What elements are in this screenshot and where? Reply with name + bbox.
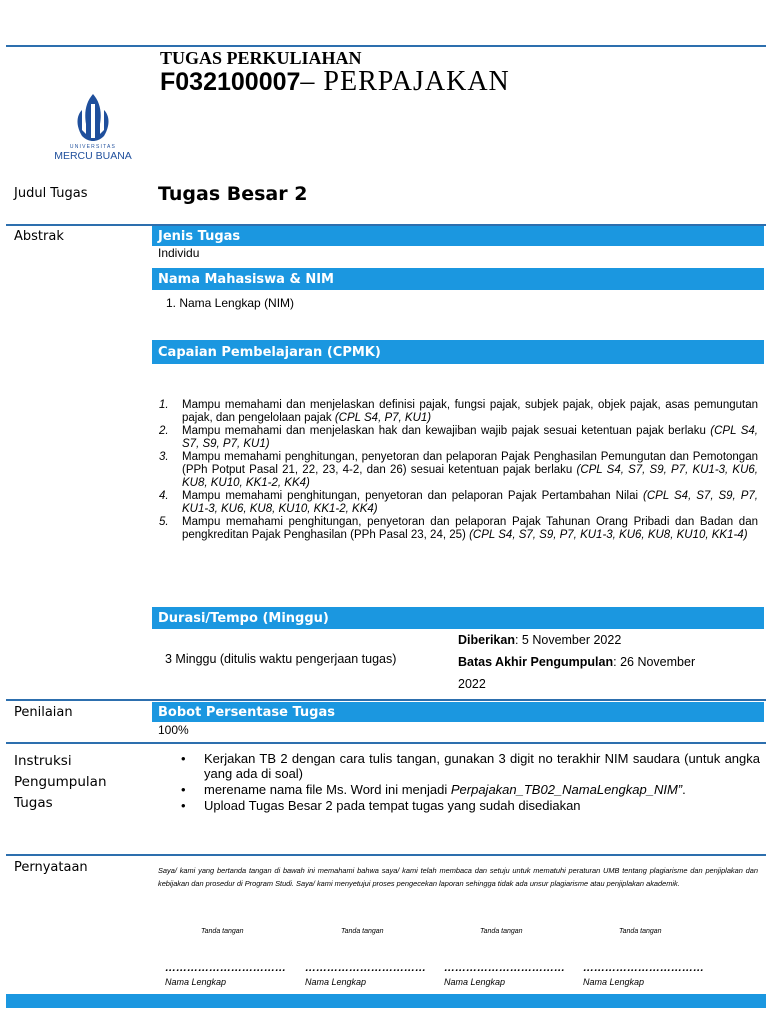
cpmk-num: 2. [159, 425, 169, 437]
signature-caption: Tanda tangan [480, 928, 523, 935]
jenis-tugas-bar [152, 226, 764, 246]
cpmk-text: Mampu memahami penghitungan, penyetoran dan pelaporan Pajak Tahunan Orang Pribadi dan Badan dan pengkreditan Pajak Penghasilan (PPh Pasal 23, 24, 25) [182, 516, 758, 541]
instruksi-label [14, 751, 107, 814]
bullet-icon: • [181, 751, 186, 766]
cpmk-num: 5. [159, 516, 169, 528]
instruksi-tail: . [682, 782, 686, 797]
mahasiswa-heading: Nama Mahasiswa & NIM [158, 271, 334, 287]
instruksi-text: merename nama file Ms. Word ini menjadi [204, 782, 451, 797]
cpmk-ref: (CPL S4, P7, KU1) [334, 412, 432, 424]
course-name: – PERPAJAKAN [300, 66, 510, 97]
cpmk-ref: (CPL S4, S7, S9, P7, KU1) [182, 425, 758, 450]
durasi-heading: Durasi/Tempo (Minggu) [158, 610, 329, 626]
pre-title: TUGAS PERKULIAHAN [160, 48, 362, 68]
list-item [156, 490, 758, 516]
footer-band [6, 994, 766, 1008]
judul-value: Tugas Besar 2 [158, 183, 308, 205]
cpmk-text: Mampu memahami dan menjelaskan hak dan kewajiban wajib pajak sesuai ketentuan pajak berlaku [182, 425, 711, 437]
list-item [156, 399, 758, 425]
logo-line2: MERCU BUANA [54, 150, 132, 162]
cpmk-num: 3. [159, 451, 169, 463]
list-item [156, 516, 758, 542]
signature-caption: Tanda tangan [341, 928, 384, 935]
mercu-buana-logo-icon [46, 90, 140, 166]
mahasiswa-value: 1. Nama Lengkap (NIM) [166, 296, 295, 310]
instruksi-text: Kerjakan TB 2 dengan cara tulis tangan, gunakan 3 digit no terakhir NIM saudara (untuk angka yang ada di soal) [204, 751, 760, 781]
signature-line: …………………………… [444, 962, 565, 974]
university-logo [46, 90, 140, 166]
signature-caption: Tanda tangan [619, 928, 662, 935]
bullet-icon: • [181, 782, 186, 797]
cpmk-bar [152, 340, 764, 364]
diberikan-label: Diberikan [458, 633, 515, 647]
signature-line: …………………………… [583, 962, 704, 974]
signature-line: …………………………… [305, 962, 426, 974]
list-item [176, 782, 760, 797]
cpmk-text: Mampu memahami penghitungan, penyetoran dan pelaporan Pajak Pertambahan Nilai [182, 490, 644, 502]
diberikan-line [458, 629, 621, 651]
bobot-bar [152, 702, 764, 722]
cpmk-ref: (CPL S4, S7, S9, P7, KU1-3, KU6, KU8, KU10, KK1-2, KK4) [182, 464, 758, 489]
instruksi-label-line1: Instruksi [14, 753, 72, 769]
signature-line: …………………………… [165, 962, 286, 974]
jenis-tugas-heading: Jenis Tugas [158, 228, 241, 244]
cpmk-list [156, 399, 758, 542]
instruksi-filename: Perpajakan_TB02_NamaLengkap_NIM” [450, 782, 683, 797]
abstrak-label: Abstrak [14, 229, 64, 244]
signature-name: Nama Lengkap [444, 977, 506, 987]
judul-label: Judul Tugas [14, 186, 88, 201]
bobot-heading: Bobot Persentase Tugas [158, 704, 335, 720]
top-rule [6, 45, 766, 47]
penilaian-label: Penilaian [14, 705, 73, 720]
cpmk-ref: (CPL S4, S7, S9, P7, KU1-3, KU6, KU8, KU10, KK1-4) [469, 529, 748, 541]
deadline-label: Batas Akhir Pengumpulan [458, 655, 614, 669]
list-item [156, 425, 758, 451]
durasi-bar [152, 607, 764, 629]
jenis-tugas-value: Individu [158, 246, 200, 260]
deadline-value: : 26 November [613, 655, 696, 669]
list-item [176, 751, 760, 781]
instruksi-label-line3: Tugas [14, 795, 53, 811]
pernyataan-label: Pernyataan [14, 860, 88, 875]
cpmk-text: Mampu memahami dan menjelaskan definisi pajak, fungsi pajak, subjek pajak, objek pajak, asas pemungutan pajak, dan pengelolaan pajak [182, 399, 758, 424]
cpmk-ref: (CPL S4, S7, S9, P7, KU1-3, KU6, KU8, KU10, KK1-2, KK4) [182, 490, 758, 515]
cpmk-num: 4. [159, 490, 169, 502]
logo-line1: UNIVERSITAS [69, 144, 117, 150]
signature-name: Nama Lengkap [305, 977, 367, 987]
list-item [156, 451, 758, 490]
bullet-icon: • [181, 798, 186, 813]
penilaian-rule [6, 699, 766, 701]
instruksi-list [176, 751, 760, 814]
instruksi-rule [6, 742, 766, 744]
durasi-value: 3 Minggu (ditulis waktu pengerjaan tugas) [165, 652, 397, 666]
instruksi-label-line2: Pengumpulan [14, 774, 107, 790]
instruksi-text: Upload Tugas Besar 2 pada tempat tugas yang sudah disediakan [204, 798, 581, 813]
diberikan-value: : 5 November 2022 [514, 633, 622, 647]
signature-caption: Tanda tangan [201, 928, 244, 935]
cpmk-heading: Capaian Pembelajaran (CPMK) [158, 344, 381, 360]
cpmk-text: Mampu memahami penghitungan, penyetoran dan pelaporan Pajak Penghasilan Pemungutan dan Pemotongan (PPh Potput Pasal 21, 22, 23, 4-2, dan 26) sesuai ketentuan pajak berlaku [182, 451, 758, 476]
deadline-line [458, 651, 758, 695]
list-item [176, 798, 760, 813]
pernyataan-rule [6, 854, 766, 856]
pernyataan-statement: Saya/ kami yang bertanda tangan di bawah ini memahami bahwa saya/ kami telah membaca dan setuju untuk mematuhi peraturan UMB tentang plagiarisme dan penjiplakan dan kebijakan dan prosedur di Program Studi. Saya/ kami menyetujui proses pengecekan laporan sehingga tidak ada unsur plagiarisme atau penjiplakan akademik. [158, 866, 758, 888]
cpmk-num: 1. [159, 399, 169, 411]
course-title [160, 66, 510, 98]
signature-name: Nama Lengkap [165, 977, 227, 987]
signature-name: Nama Lengkap [583, 977, 645, 987]
mahasiswa-bar [152, 268, 764, 290]
deadline-year: 2022 [458, 677, 486, 691]
bobot-value: 100% [158, 723, 189, 737]
course-code: F032100007 [160, 68, 301, 96]
